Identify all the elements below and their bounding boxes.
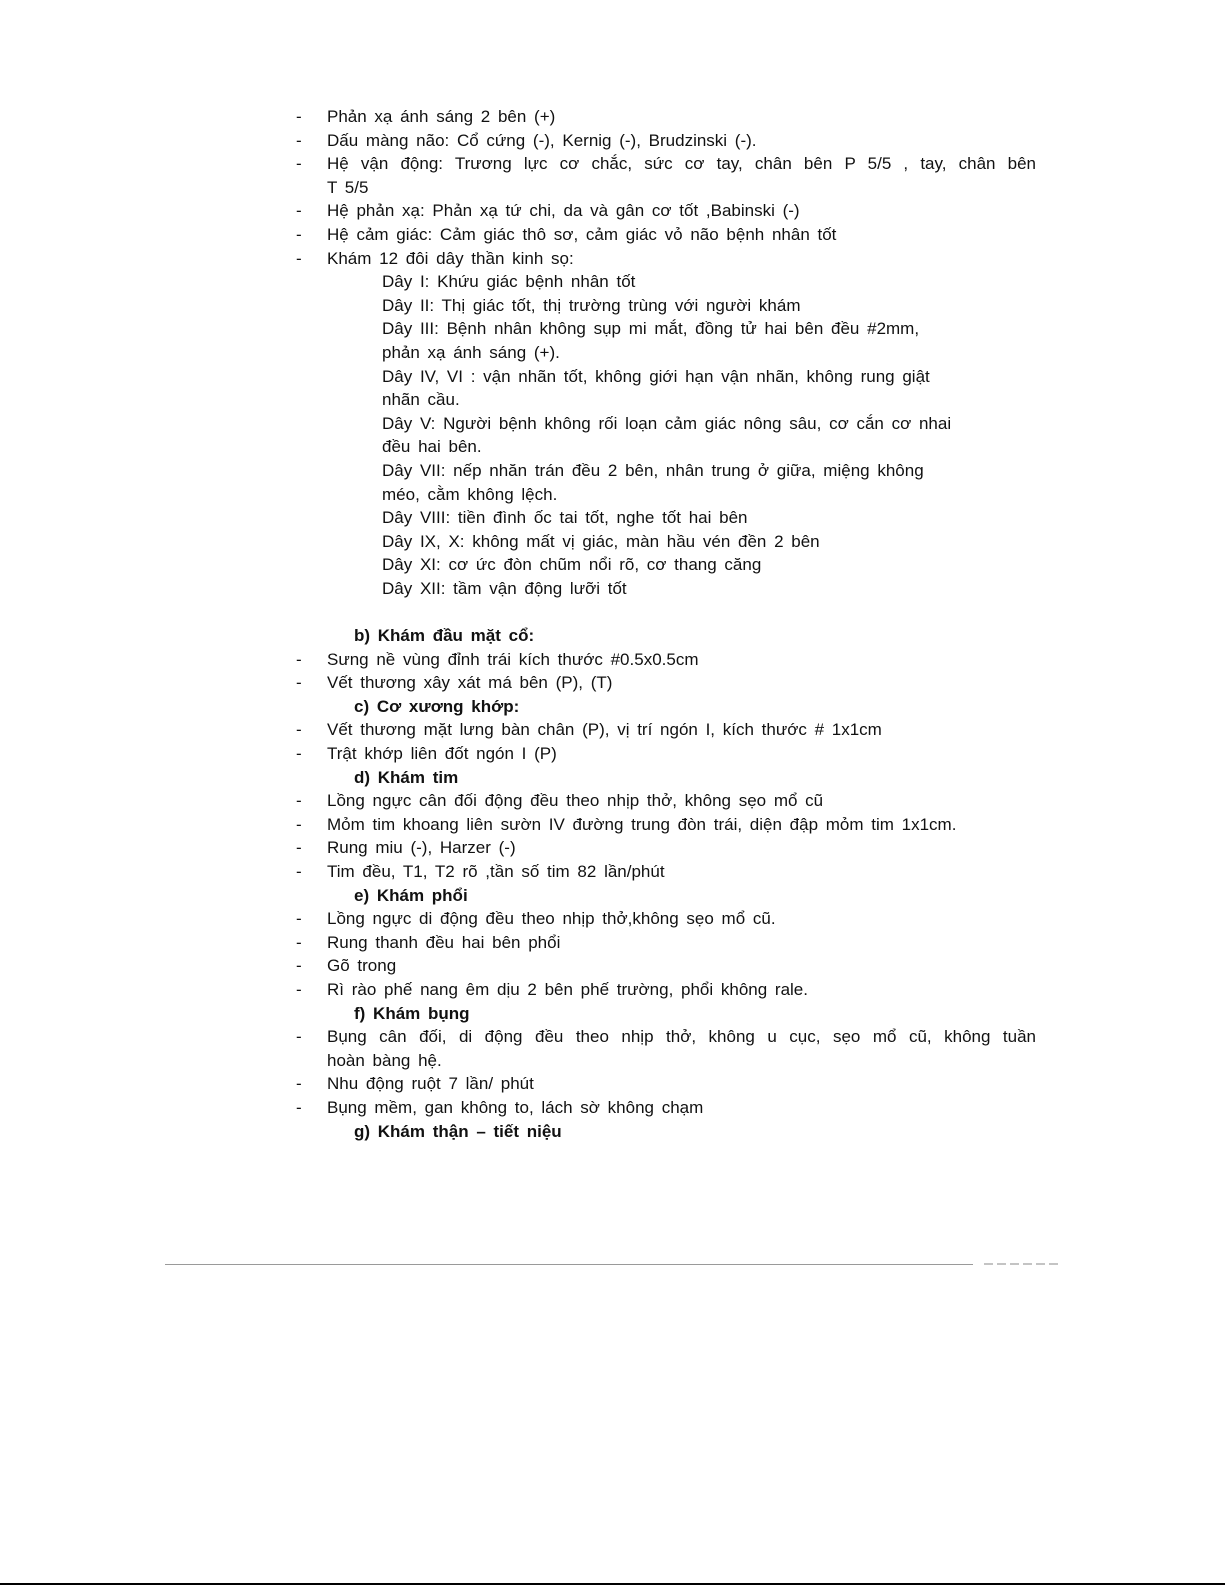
heart-finding: Mỏm tim khoang liên sườn IV đường trung đòn trái, diện đập mỏm tim 1x1cm. (327, 814, 957, 834)
bullet-dash: - (296, 130, 302, 150)
abdomen-finding: Nhu động ruột 7 lần/ phút (327, 1074, 534, 1094)
list-item (296, 813, 1036, 837)
meningeal-signs-text: Dấu màng não: Cổ cứng (-), Kernig (-), Brudzinski (-). (327, 130, 757, 150)
musculoskeletal-finding: Vết thương mặt lưng bàn chân (P), vị trí ngón I, kích thước # 1x1cm (327, 720, 882, 740)
list-item (296, 718, 1036, 742)
nerve-line: đều hai bên. (382, 437, 482, 457)
cranial-nerves-intro: Khám 12 đôi dây thần kinh sọ: (327, 248, 574, 268)
list-item (296, 223, 1036, 247)
motor-system-text: Hệ vận động: Trương lực cơ chắc, sức cơ tay, chân bên P 5/5 , tay, chân bên (327, 154, 1036, 174)
bullet-dash: - (296, 909, 302, 929)
list-item (296, 931, 1036, 955)
musculoskeletal-finding: Trật khớp liên đốt ngón I (P) (327, 744, 557, 764)
spacer (296, 600, 1036, 624)
list-item (296, 836, 1036, 860)
list-item (296, 247, 1036, 271)
nerve-line: Dây XII: tầm vận động lưỡi tốt (382, 578, 627, 598)
list-item (296, 152, 1036, 199)
bullet-dash: - (296, 154, 302, 174)
list-item (296, 978, 1036, 1002)
section-heading-abdomen: f) Khám bụng (354, 1003, 470, 1023)
sensory-system-text: Hệ cảm giác: Cảm giác thô sơ, cảm giác vỏ não bệnh nhân tốt (327, 224, 837, 244)
section-heading-head-neck: b) Khám đầu mặt cổ: (354, 626, 535, 646)
footer-mark (984, 1263, 1062, 1265)
document-page (296, 105, 1036, 1143)
bullet-dash: - (296, 107, 302, 126)
bullet-dash: - (296, 201, 302, 221)
nerve-line: Dây V: Người bệnh không rối loạn cảm giác nông sâu, cơ cắn cơ nhai (382, 413, 952, 433)
nerve-line: Dây II: Thị giác tốt, thị trường trùng với người khám (382, 295, 801, 315)
bullet-dash: - (296, 649, 302, 669)
list-item (296, 199, 1036, 223)
list-item (296, 742, 1036, 766)
bullet-dash: - (296, 1074, 302, 1094)
list-item (296, 129, 1036, 153)
bullet-dash: - (296, 720, 302, 740)
bullet-dash: - (296, 1097, 302, 1117)
bullet-dash: - (296, 862, 302, 881)
nerve-line: Dây VIII: tiền đình ốc tai tốt, nghe tốt hai bên (382, 508, 748, 528)
bullet-dash: - (296, 224, 302, 244)
pupil-reflex-text: Phản xạ ánh sáng 2 bên (+) (327, 107, 556, 126)
nerve-line: Dây IX, X: không mất vị giác, màn hầu vén đền 2 bên (382, 531, 820, 551)
lung-finding: Gõ trong (327, 956, 397, 976)
section-heading-heart: d) Khám tim (354, 767, 459, 787)
abdomen-finding: Bụng mềm, gan không to, lách sờ không chạm (327, 1097, 704, 1117)
section-heading-kidney: g) Khám thận – tiết niệu (354, 1121, 562, 1141)
bullet-dash: - (296, 791, 302, 811)
bullet-dash: - (296, 814, 302, 834)
list-item (296, 954, 1036, 978)
nerve-line: Dây IV, VI : vận nhãn tốt, không giới hạn vận nhãn, không rung giật (382, 366, 930, 386)
motor-system-text-continued: T 5/5 (327, 177, 369, 197)
list-item (296, 907, 1036, 931)
list-item (296, 1025, 1036, 1072)
bullet-dash: - (296, 838, 302, 858)
abdomen-finding-continued: hoàn bàng hệ. (327, 1050, 442, 1070)
list-item (296, 789, 1036, 813)
nerve-line: Dây VII: nếp nhăn trán đều 2 bên, nhân trung ở giữa, miệng không (382, 460, 924, 480)
cranial-nerves-list (296, 270, 982, 600)
reflex-system-text: Hệ phản xạ: Phản xạ tứ chi, da và gân cơ tốt ,Babinski (-) (327, 201, 800, 221)
nerve-line: phản xạ ánh sáng (+). (382, 342, 560, 362)
bullet-dash: - (296, 1027, 302, 1047)
list-item (296, 671, 1036, 695)
bullet-dash: - (296, 932, 302, 952)
lung-finding: Rung thanh đều hai bên phổi (327, 932, 561, 952)
abdomen-finding: Bụng cân đối, di động đều theo nhịp thở, không u cục, sẹo mổ cũ, không tuần (327, 1027, 1036, 1047)
head-neck-finding: Sưng nề vùng đỉnh trái kích thước #0.5x0.5cm (327, 649, 699, 669)
bullet-dash: - (296, 956, 302, 976)
heart-finding: Rung miu (-), Harzer (-) (327, 838, 516, 858)
lung-finding: Lồng ngực di động đều theo nhịp thở,không sẹo mổ cũ. (327, 909, 776, 929)
section-heading-musculoskeletal: c) Cơ xương khớp: (354, 696, 520, 716)
bullet-dash: - (296, 744, 302, 764)
nerve-line: Dây I: Khứu giác bệnh nhân tốt (382, 272, 636, 292)
list-item (296, 648, 1036, 672)
heart-finding: Lồng ngực cân đối động đều theo nhịp thở, không sẹo mổ cũ (327, 791, 824, 811)
bullet-dash: - (296, 673, 302, 693)
nerve-line: Dây XI: cơ ức đòn chũm nổi rõ, cơ thang căng (382, 555, 762, 575)
list-item (296, 105, 1036, 129)
nerve-line: nhãn cầu. (382, 390, 460, 410)
bullet-dash: - (296, 979, 302, 999)
lung-finding: Rì rào phế nang êm dịu 2 bên phế trường, phổi không rale. (327, 979, 808, 999)
nerve-line: Dây III: Bệnh nhân không sụp mi mắt, đồng tử hai bên đều #2mm, (382, 319, 920, 339)
list-item (296, 1096, 1036, 1120)
section-heading-lungs: e) Khám phổi (354, 885, 468, 905)
list-item (296, 1072, 1036, 1096)
head-neck-finding: Vết thương xây xát má bên (P), (T) (327, 673, 613, 693)
list-item (296, 860, 1036, 884)
heart-finding: Tim đều, T1, T2 rõ ,tần số tim 82 lần/phút (327, 862, 665, 881)
nerve-line: méo, cằm không lệch. (382, 484, 558, 504)
footer-divider (165, 1264, 973, 1265)
bullet-dash: - (296, 248, 302, 268)
